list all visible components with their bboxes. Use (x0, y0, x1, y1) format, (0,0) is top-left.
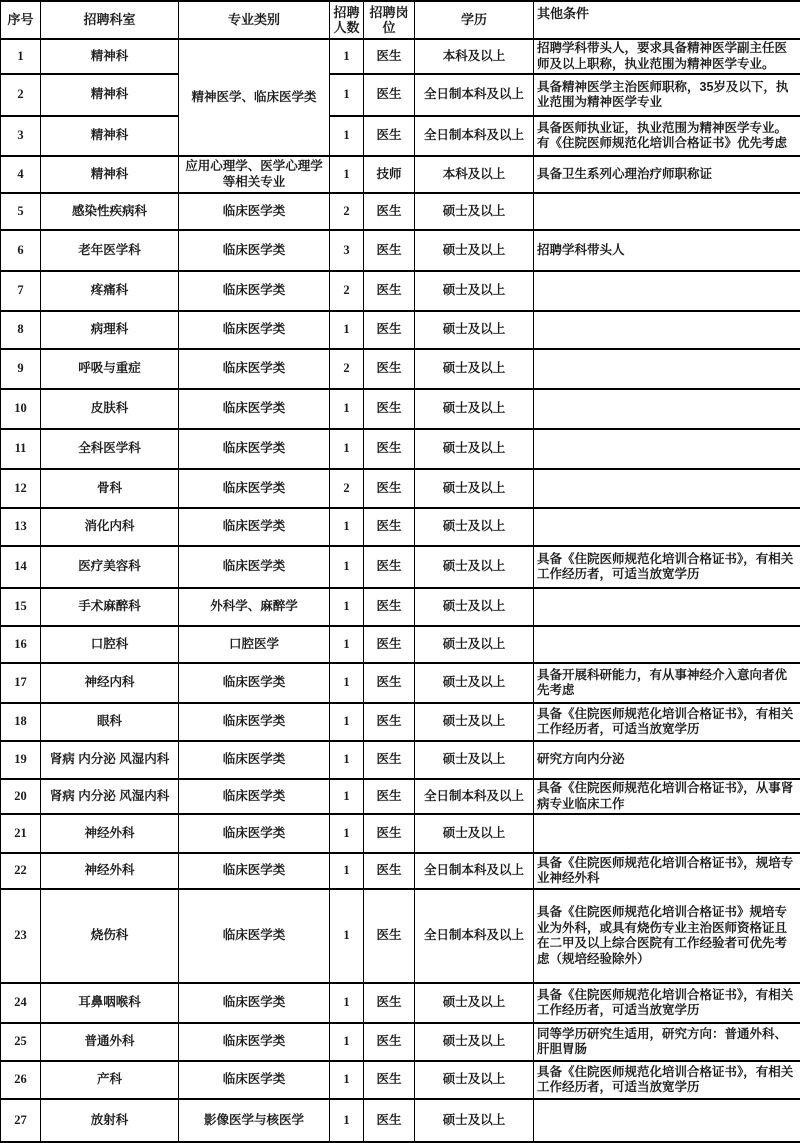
cell-category: 临床医学类 (179, 230, 330, 271)
cell-position: 医生 (364, 311, 415, 349)
cell-education: 硕士及以上 (415, 703, 534, 741)
cell-count: 1 (330, 983, 364, 1023)
cell-category: 临床医学类 (179, 814, 330, 853)
cell-no: 8 (1, 311, 41, 349)
cell-no: 15 (1, 588, 41, 626)
cell-education: 硕士及以上 (415, 349, 534, 389)
table-row (1, 1061, 800, 1099)
cell-education: 硕士及以上 (415, 814, 534, 853)
cell-education: 硕士及以上 (415, 429, 534, 469)
cell-count: 1 (330, 1061, 364, 1099)
cell-count: 1 (330, 116, 364, 156)
table-row (1, 983, 800, 1023)
cell-no: 24 (1, 983, 41, 1023)
cell-department: 疼痛科 (41, 271, 179, 311)
cell-department: 眼科 (41, 703, 179, 741)
cell-no: 23 (1, 889, 41, 983)
header-row (1, 1, 800, 39)
header-col-other-conditions: 其他条件 (534, 1, 800, 39)
cell-education: 硕士及以上 (415, 546, 534, 588)
cell-department: 神经外科 (41, 814, 179, 853)
cell-other-conditions: 研究方向内分泌 (534, 741, 800, 779)
cell-department: 消化内科 (41, 508, 179, 546)
cell-position: 医生 (364, 271, 415, 311)
cell-count: 1 (330, 703, 364, 741)
cell-position: 医生 (364, 469, 415, 508)
cell-other-conditions: 招聘学科带头人，要求具备精神医学副主任医师及以上职称，执业范围为精神医学专业。 (534, 39, 800, 74)
cell-count: 1 (330, 389, 364, 429)
cell-no: 7 (1, 271, 41, 311)
table-row (1, 389, 800, 429)
cell-count: 1 (330, 588, 364, 626)
cell-category: 临床医学类 (179, 703, 330, 741)
cell-position: 医生 (364, 814, 415, 853)
cell-category: 外科学、麻醉学 (179, 588, 330, 626)
cell-category: 应用心理学、医学心理学等相关专业 (179, 156, 330, 193)
cell-count: 1 (330, 814, 364, 853)
cell-category: 临床医学类 (179, 429, 330, 469)
cell-position: 医生 (364, 1023, 415, 1061)
table-row (1, 779, 800, 814)
cell-other-conditions: 具备《住院医师规范化培训合格证书》，从事肾病专业临床工作 (534, 779, 800, 814)
cell-position: 医生 (364, 1061, 415, 1099)
cell-category: 临床医学类 (179, 1061, 330, 1099)
cell-position: 医生 (364, 588, 415, 626)
cell-count: 1 (330, 39, 364, 74)
table-row (1, 156, 800, 193)
cell-position: 医生 (364, 626, 415, 663)
cell-count: 1 (330, 741, 364, 779)
cell-other-conditions (534, 469, 800, 508)
cell-category: 临床医学类 (179, 741, 330, 779)
cell-category: 临床医学类 (179, 663, 330, 703)
cell-department: 精神科 (41, 116, 179, 156)
cell-count: 1 (330, 1099, 364, 1142)
cell-department: 医疗美容科 (41, 546, 179, 588)
cell-other-conditions (534, 588, 800, 626)
cell-count: 1 (330, 853, 364, 889)
cell-department: 肾病 内分泌 风湿内科 (41, 779, 179, 814)
cell-count: 1 (330, 626, 364, 663)
cell-count: 1 (330, 429, 364, 469)
cell-other-conditions (534, 311, 800, 349)
cell-department: 呼吸与重症 (41, 349, 179, 389)
cell-department: 病理科 (41, 311, 179, 349)
table-row (1, 1099, 800, 1142)
table-row (1, 469, 800, 508)
table-row (1, 508, 800, 546)
cell-category: 临床医学类 (179, 853, 330, 889)
cell-no: 1 (1, 39, 41, 74)
cell-category: 临床医学类 (179, 349, 330, 389)
cell-no: 6 (1, 230, 41, 271)
cell-no: 13 (1, 508, 41, 546)
cell-education: 硕士及以上 (415, 663, 534, 703)
cell-education: 硕士及以上 (415, 469, 534, 508)
table-row (1, 39, 800, 74)
cell-education: 硕士及以上 (415, 588, 534, 626)
table-row (1, 626, 800, 663)
cell-other-conditions (534, 429, 800, 469)
cell-department: 放射科 (41, 1099, 179, 1142)
cell-position: 医生 (364, 546, 415, 588)
cell-other-conditions (534, 814, 800, 853)
cell-position: 医生 (364, 508, 415, 546)
cell-education: 全日制本科及以上 (415, 116, 534, 156)
cell-count: 1 (330, 546, 364, 588)
cell-no: 22 (1, 853, 41, 889)
cell-education: 本科及以上 (415, 39, 534, 74)
cell-other-conditions: 同等学历研究生适用，研究方向：普通外科、肝胆胃肠 (534, 1023, 800, 1061)
cell-department: 耳鼻咽喉科 (41, 983, 179, 1023)
cell-education: 硕士及以上 (415, 626, 534, 663)
cell-education: 硕士及以上 (415, 508, 534, 546)
cell-no: 18 (1, 703, 41, 741)
cell-other-conditions (534, 271, 800, 311)
cell-department: 精神科 (41, 156, 179, 193)
cell-education: 硕士及以上 (415, 1099, 534, 1142)
table-row (1, 889, 800, 983)
table-row (1, 1023, 800, 1061)
cell-no: 10 (1, 389, 41, 429)
cell-count: 1 (330, 311, 364, 349)
cell-department: 烧伤科 (41, 889, 179, 983)
cell-department: 皮肤科 (41, 389, 179, 429)
cell-other-conditions (534, 626, 800, 663)
cell-count: 3 (330, 230, 364, 271)
cell-count: 1 (330, 779, 364, 814)
cell-no: 16 (1, 626, 41, 663)
cell-count: 2 (330, 349, 364, 389)
cell-education: 全日制本科及以上 (415, 779, 534, 814)
cell-department: 精神科 (41, 39, 179, 74)
cell-other-conditions: 具备《住院医师规范化培训合格证书》，有相关工作经历者，可适当放宽学历 (534, 546, 800, 588)
cell-education: 硕士及以上 (415, 193, 534, 230)
cell-education: 硕士及以上 (415, 983, 534, 1023)
cell-education: 硕士及以上 (415, 311, 534, 349)
table-row (1, 230, 800, 271)
table-row (1, 429, 800, 469)
cell-no: 19 (1, 741, 41, 779)
header-col-department: 招聘科室 (41, 1, 179, 39)
cell-position: 医生 (364, 429, 415, 469)
cell-position: 医生 (364, 983, 415, 1023)
table-row (1, 814, 800, 853)
cell-position: 医生 (364, 741, 415, 779)
table-row (1, 546, 800, 588)
cell-count: 1 (330, 156, 364, 193)
cell-count: 1 (330, 663, 364, 703)
cell-position: 技师 (364, 156, 415, 193)
cell-education: 全日制本科及以上 (415, 74, 534, 116)
cell-education: 硕士及以上 (415, 1023, 534, 1061)
cell-category: 临床医学类 (179, 389, 330, 429)
header-col-count: 招聘人数 (330, 1, 364, 39)
cell-other-conditions: 具备《住院医师规范化培训合格证书》，规培专业神经外科 (534, 853, 800, 889)
cell-department: 手术麻醉科 (41, 588, 179, 626)
cell-education: 本科及以上 (415, 156, 534, 193)
cell-category: 精神医学、临床医学类 (179, 39, 330, 156)
cell-other-conditions (534, 193, 800, 230)
cell-education: 硕士及以上 (415, 1061, 534, 1099)
table-row (1, 853, 800, 889)
table-row (1, 116, 800, 156)
cell-no: 25 (1, 1023, 41, 1061)
cell-other-conditions (534, 349, 800, 389)
cell-other-conditions: 具备《住院医师规范化培训合格证书》，有相关工作经历者，可适当放宽学历 (534, 1061, 800, 1099)
cell-department: 精神科 (41, 74, 179, 116)
cell-position: 医生 (364, 74, 415, 116)
cell-category: 临床医学类 (179, 779, 330, 814)
cell-no: 27 (1, 1099, 41, 1142)
cell-education: 硕士及以上 (415, 271, 534, 311)
cell-position: 医生 (364, 889, 415, 983)
cell-count: 2 (330, 469, 364, 508)
cell-category: 临床医学类 (179, 1023, 330, 1061)
cell-education: 硕士及以上 (415, 741, 534, 779)
cell-education: 硕士及以上 (415, 389, 534, 429)
cell-no: 20 (1, 779, 41, 814)
cell-no: 14 (1, 546, 41, 588)
cell-department: 口腔科 (41, 626, 179, 663)
cell-count: 1 (330, 1023, 364, 1061)
cell-category: 临床医学类 (179, 193, 330, 230)
cell-position: 医生 (364, 193, 415, 230)
header-col-no: 序号 (1, 1, 41, 39)
cell-category: 临床医学类 (179, 546, 330, 588)
cell-category: 临床医学类 (179, 271, 330, 311)
cell-department: 肾病 内分泌 风湿内科 (41, 741, 179, 779)
cell-category: 临床医学类 (179, 983, 330, 1023)
cell-position: 医生 (364, 39, 415, 74)
cell-count: 2 (330, 271, 364, 311)
table-row (1, 74, 800, 116)
cell-other-conditions: 具备精神医学主治医师职称，35岁及以下，执业范围为精神医学专业 (534, 74, 800, 116)
cell-education: 全日制本科及以上 (415, 853, 534, 889)
cell-other-conditions: 具备《住院医师规范化培训合格证书》，有相关工作经历者，可适当放宽学历 (534, 983, 800, 1023)
cell-no: 5 (1, 193, 41, 230)
cell-count: 2 (330, 193, 364, 230)
cell-position: 医生 (364, 853, 415, 889)
cell-no: 4 (1, 156, 41, 193)
table-row (1, 271, 800, 311)
cell-no: 3 (1, 116, 41, 156)
cell-position: 医生 (364, 389, 415, 429)
cell-no: 26 (1, 1061, 41, 1099)
cell-position: 医生 (364, 703, 415, 741)
cell-department: 神经外科 (41, 853, 179, 889)
table-row (1, 588, 800, 626)
cell-education: 全日制本科及以上 (415, 889, 534, 983)
cell-no: 2 (1, 74, 41, 116)
cell-department: 感染性疾病科 (41, 193, 179, 230)
cell-department: 神经内科 (41, 663, 179, 703)
table-row (1, 193, 800, 230)
header-col-education: 学历 (415, 1, 534, 39)
table-row (1, 311, 800, 349)
header-col-category: 专业类别 (179, 1, 330, 39)
cell-department: 骨科 (41, 469, 179, 508)
header-col-position: 招聘岗位 (364, 1, 415, 39)
cell-no: 11 (1, 429, 41, 469)
cell-other-conditions: 招聘学科带头人 (534, 230, 800, 271)
cell-category: 影像医学与核医学 (179, 1099, 330, 1142)
cell-category: 临床医学类 (179, 311, 330, 349)
cell-no: 21 (1, 814, 41, 853)
cell-count: 1 (330, 74, 364, 116)
cell-no: 12 (1, 469, 41, 508)
table-row (1, 703, 800, 741)
cell-department: 老年医学科 (41, 230, 179, 271)
cell-count: 1 (330, 889, 364, 983)
cell-other-conditions: 具备《住院医师规范化培训合格证书》规培专业为外科，或具有烧伤专业主治医师资格证且在二甲及以上综合医院有工作经验者可优先考虑（规培经验除外） (534, 889, 800, 983)
cell-other-conditions: 具备医师执业证，执业范围为精神医学专业。有《住院医师规范化培训合格证书》优先考虑 (534, 116, 800, 156)
cell-category: 临床医学类 (179, 469, 330, 508)
cell-other-conditions (534, 508, 800, 546)
cell-other-conditions: 具备开展科研能力，有从事神经介入意向者优先考虑 (534, 663, 800, 703)
cell-position: 医生 (364, 349, 415, 389)
cell-department: 全科医学科 (41, 429, 179, 469)
cell-other-conditions: 具备《住院医师规范化培训合格证书》，有相关工作经历者，可适当放宽学历 (534, 703, 800, 741)
cell-category: 临床医学类 (179, 889, 330, 983)
cell-department: 产科 (41, 1061, 179, 1099)
cell-education: 硕士及以上 (415, 230, 534, 271)
cell-position: 医生 (364, 230, 415, 271)
cell-other-conditions (534, 389, 800, 429)
cell-position: 医生 (364, 116, 415, 156)
table-row (1, 741, 800, 779)
cell-other-conditions (534, 1099, 800, 1142)
table-row (1, 663, 800, 703)
cell-category: 口腔医学 (179, 626, 330, 663)
cell-other-conditions: 具备卫生系列心理治疗师职称证 (534, 156, 800, 193)
cell-department: 普通外科 (41, 1023, 179, 1061)
cell-position: 医生 (364, 1099, 415, 1142)
cell-count: 1 (330, 508, 364, 546)
cell-category: 临床医学类 (179, 508, 330, 546)
cell-no: 17 (1, 663, 41, 703)
cell-position: 医生 (364, 663, 415, 703)
cell-no: 9 (1, 349, 41, 389)
table-row (1, 349, 800, 389)
cell-position: 医生 (364, 779, 415, 814)
